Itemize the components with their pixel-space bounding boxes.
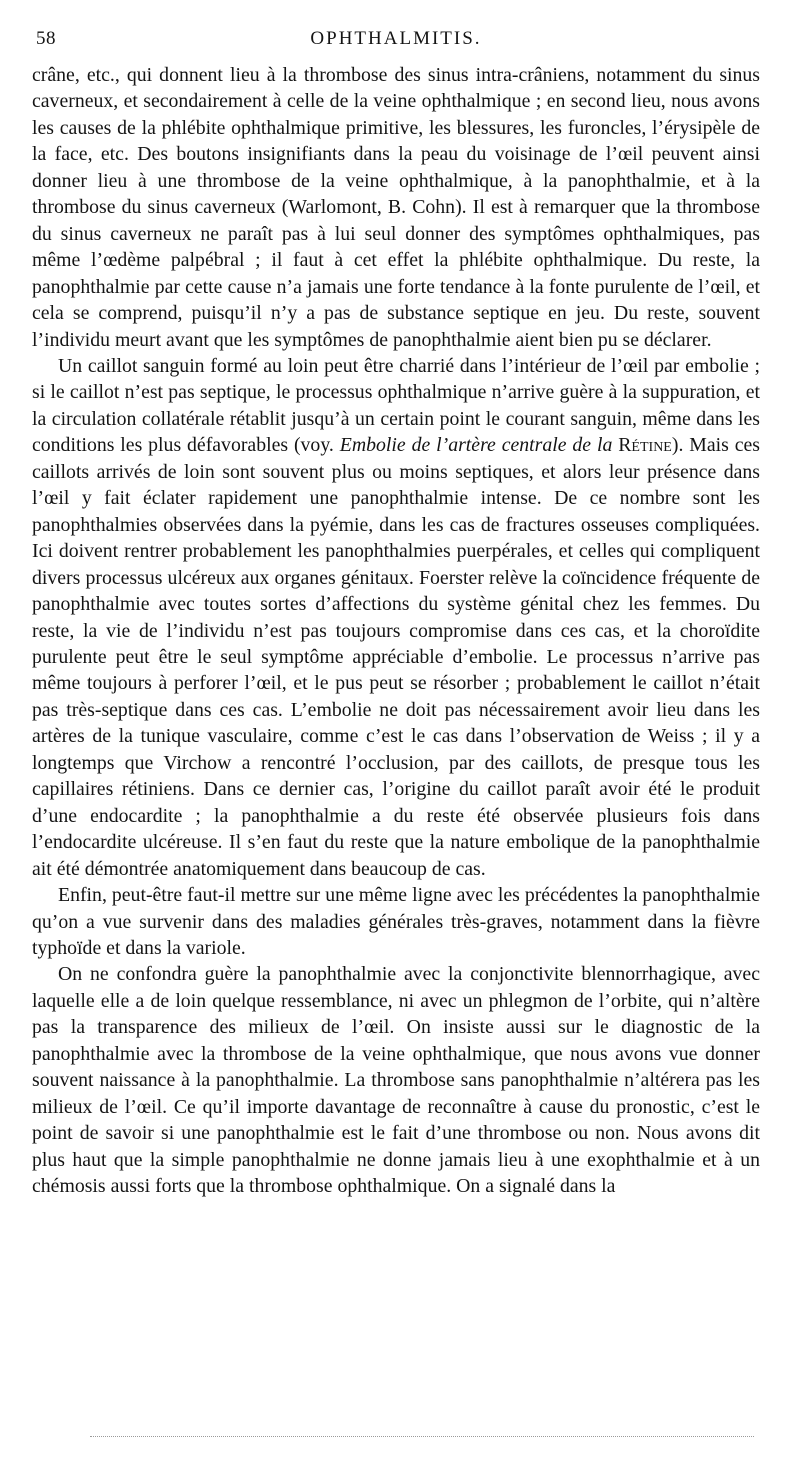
paragraph-2-text-end: ). Mais ces caillots arrivés de loin sont souvent plus ou moins septiques, et alors leur présence dans l’œil y fait éclater rapidement une panophthalmie intense. De ce nombre sont les panophthalmies observées dans la pyémie, dans les cas de fractures osseuses compliquées. Ici doivent rentrer probablement les panophthalmies puerpérales, et celles qui compliquent divers processus ulcéreux aux organes génitaux. Foerster relève la coïncidence fréquente de panophthalmie avec toutes sortes d’affections du système génital chez les femmes. Du reste, la vie de l’individu n’est pas toujours compromise dans ces cas, et la choroïdite purulente peut être le seul symptôme appréciable d’embolie. Le processus n’arrive pas même toujours à perforer l’œil, et le pus peut se résorber ; probablement le caillot n’était pas très-septique dans ces cas. L’embolie ne doit pas nécessairement avoir lieu dans les artères de la tunique vasculaire, comme c’est le cas dans l’observation de Weiss ; il y a longtemps que Virchow a rencontré l’occlusion, par des caillots, de presque tous les capillaires rétiniens. Dans ce dernier cas, l’origine du caillot paraît avoir été le produit d’une endocardite ; la panophthalmie a du reste été observée plusieurs fois dans l’endocardite ulcéreuse. Il s’en faut du reste que la nature embolique de la panophthalmie ait été démontrée anatomiquement dans beaucoup de cas. — [32, 434, 760, 880]
paragraph-2-text-start: Un caillot sanguin formé au loin peut être charrié dans l’intérieur de l’œil par embolie ; si le caillot n’est pas septique, le processus ophthalmique n’arrive guère à la suppuration, et la circulation collatérale rétablit jusqu’à un certain point le courant sanguin, même dans les conditions les plus défavorables (voy. — [32, 354, 760, 457]
paragraph-1: crâne, etc., qui donnent lieu à la thrombose des sinus intra-crâniens, notamment du sinus caverneux, et secondairement à celle de la veine ophthalmique ; en second lieu, nous avons les causes de la phlébite ophthalmique primitive, les blessures, les furoncles, l’érysipèle de la face, etc. Des boutons insignifiants dans la peau du voisinage de l’œil peuvent ainsi donner lieu à une thrombose de la veine ophthalmique, à la panophthalmie, et à la thrombose du sinus caverneux (Warlomont, B. Cohn). Il est à remarquer que la thrombose du sinus caverneux ne paraît pas à lui seul donner des symptômes ophthalmiques, pas même l’œdème palpébral ; il faut à cet effet la phlébite ophthalmique. Du reste, la panophthalmie par cette cause n’a jamais une forte tendance à la fonte purulente de l’œil, et cela se comprend, puisqu’il n’y a pas de substance septique en jeu. Du reste, souvent l’individu meurt avant que les symptômes de panophthalmie aient bien pu se déclarer. — [32, 64, 760, 351]
body-text — [32, 62, 760, 1199]
cross-reference-smallcaps: Rétine — [618, 434, 672, 457]
paragraph-2 — [32, 353, 760, 882]
running-title: OPHTHALMITIS. — [310, 28, 482, 49]
bottom-show-through-rule — [90, 1436, 754, 1437]
paragraph-3: Enfin, peut-être faut-il mettre sur une même ligne avec les précédentes la panophthalmie qu’on a vue survenir dans des maladies générales très-graves, notamment dans la fièvre typhoïde et dans la variole. — [32, 884, 760, 959]
cross-reference-italic: Embolie de l’artère centrale de la — [339, 434, 613, 457]
page-number: 58 — [36, 28, 56, 49]
book-page — [32, 28, 760, 1199]
page-header — [32, 28, 760, 54]
paragraph-4: On ne confondra guère la panophthalmie avec la conjonctivite blennorrhagique, avec laquelle elle a de loin quelque ressemblance, ni avec un phlegmon de l’orbite, qui n’altère pas la transparence des milieux de l’œil. On insiste aussi sur le diagnostic de la panophthalmie avec la thrombose de la veine ophthalmique, que nous avons vue donner souvent naissance à la panophthalmie. La thrombose sans panophthalmie n’altérera pas les milieux de l’œil. Ce qu’il importe davantage de reconnaître à cause du pronostic, c’est le point de savoir si une panophthalmie est le fait d’une thrombose ou non. Nous avons dit plus haut que la simple panophthalmie ne donne jamais lieu à une exophthalmie et à un chémosis aussi forts que la thrombose ophthalmique. On a signalé dans la — [32, 963, 760, 1198]
